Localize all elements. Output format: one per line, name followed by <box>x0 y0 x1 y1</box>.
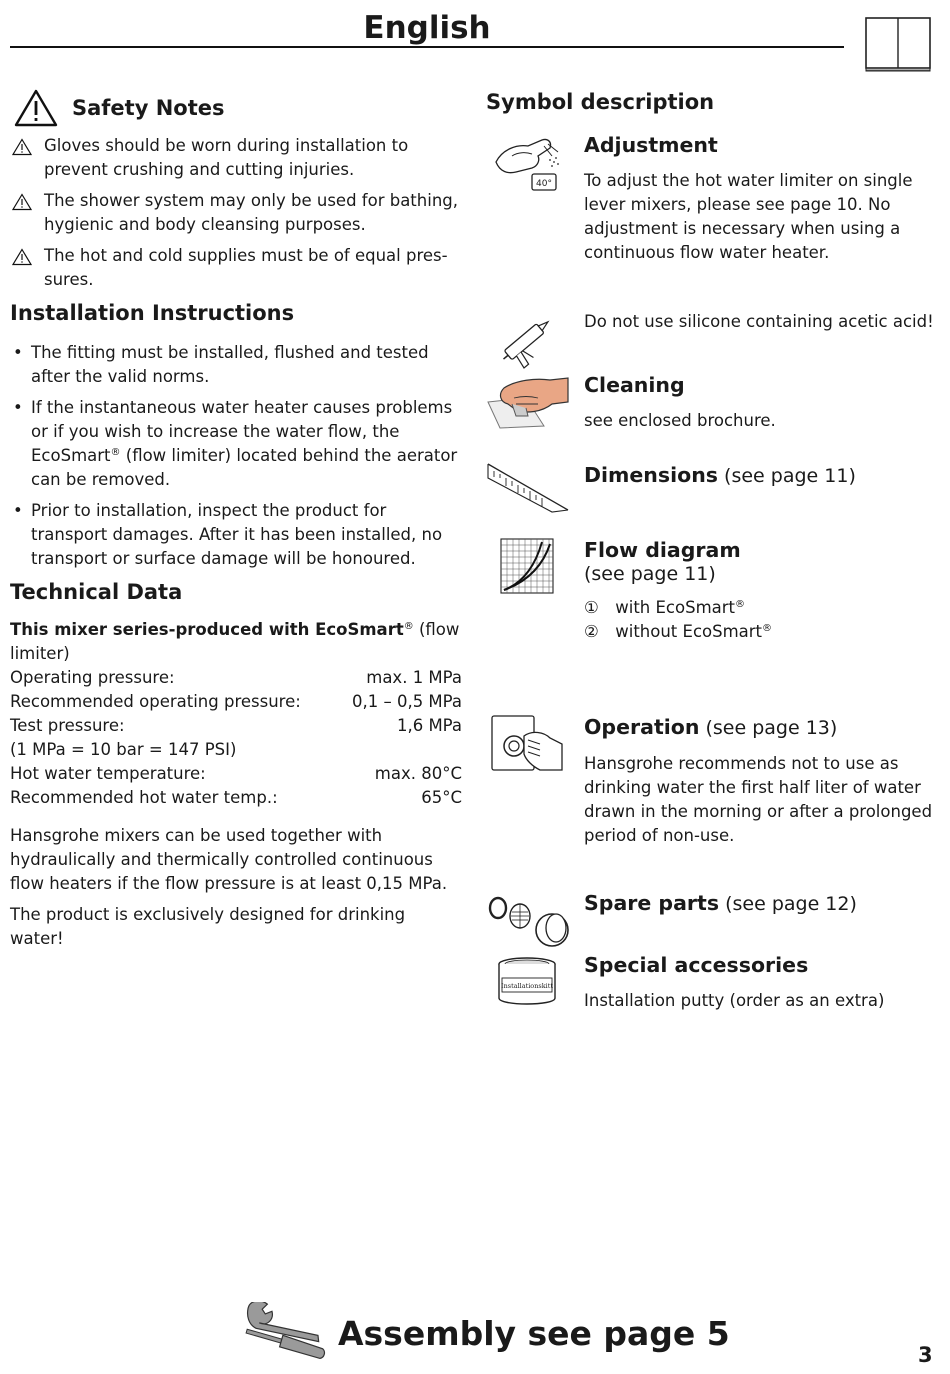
putty-can-icon <box>494 954 560 1010</box>
spec-value: max. 80°C <box>374 764 462 783</box>
cleaning-text: see enclosed brochure. <box>584 411 776 430</box>
safety-item-text: The shower system may only be used for bathing, hygienic and body cleansing purposes. <box>44 191 458 234</box>
spare-parts-icon <box>486 890 574 948</box>
special-accessories-title: Special accessories <box>584 953 809 977</box>
thermostat-adjust-icon <box>492 132 564 194</box>
safety-notes-title: Safety Notes <box>72 96 225 120</box>
registered-mark: ® <box>762 623 773 634</box>
flow-diagram-ref: (see page 11) <box>584 563 716 585</box>
spec-label: (1 MPa = 10 bar = 147 PSI) <box>10 740 237 759</box>
spec-label: Operating pressure: <box>10 668 175 687</box>
spec-value: 1,6 MPa <box>396 716 462 735</box>
spec-row <box>10 762 462 786</box>
spec-value: 0,1 – 0,5 MPa <box>351 692 462 711</box>
spec-row <box>10 714 462 738</box>
safety-notes-heading <box>10 88 462 128</box>
can-label: Installationskitt <box>501 982 553 990</box>
legend-number: ② <box>584 622 599 641</box>
installation-item-text: If the instantaneous water heater causes problems or if you wish to increase the water flow, the EcoSmart <box>31 398 453 465</box>
assembly-footer <box>240 1302 760 1366</box>
safety-list <box>10 134 462 292</box>
page-number: 3 <box>918 1343 933 1367</box>
right-column <box>486 88 938 1048</box>
spare-parts-ref: (see page 12) <box>719 893 857 915</box>
silicone-gun-icon <box>496 312 558 372</box>
page-header <box>10 10 844 48</box>
symbol-description-title: Symbol description <box>486 90 715 114</box>
safety-item <box>10 134 462 182</box>
compatibility-paragraph: Hansgrohe mixers can be used together with hydraulically and thermically controlled continuous flow heaters if the flow pressure is at least 0,15 MPa. <box>10 826 448 893</box>
installation-item-text: (flow limiter) located behind the aerator can be removed. <box>31 446 458 489</box>
dimensions-ref: (see page 11) <box>718 465 856 487</box>
spec-label: Recommended operating pressure: <box>10 692 301 711</box>
installation-item <box>10 396 462 492</box>
dimensions-title: Dimensions <box>584 463 719 487</box>
special-accessories-text: Installation putty (order as an extra) <box>584 991 885 1010</box>
operation-title: Operation <box>584 715 700 739</box>
spec-value: max. 1 MPa <box>366 668 462 687</box>
safety-item-text: The hot and cold supplies must be of equal pres- sures. <box>44 246 448 289</box>
operation-text: Hansgrohe recommends not to use as drinking water the first half liter of water drawn in the morning or after a prolonged period of non-use. <box>584 754 933 845</box>
cleaning-section <box>584 372 940 433</box>
warning-small-icon <box>12 193 32 211</box>
installation-item: • The fitting must be installed, flushed and tested after the valid norms. <box>10 341 462 389</box>
legend-number: ① <box>584 598 599 617</box>
safety-item-text: Gloves should be worn during installation to prevent crushing and cutting injuries. <box>44 136 409 179</box>
installation-instructions-title: Installation Instructions <box>10 301 295 325</box>
spec-label: Test pressure: <box>10 716 125 735</box>
left-column <box>10 88 462 951</box>
operation-hand-icon <box>490 714 566 774</box>
flow-legend-item <box>584 596 940 620</box>
flow-diagram-title: Flow diagram <box>584 538 741 562</box>
adjustment-title: Adjustment <box>584 133 718 157</box>
flow-diagram-section <box>584 538 940 644</box>
safety-item <box>10 189 462 237</box>
adjustment-section <box>584 132 940 265</box>
warning-small-icon <box>12 248 32 266</box>
spec-label: Hot water temperature: <box>10 764 206 783</box>
legend-text: without EcoSmart <box>615 622 763 641</box>
adjustment-text: To adjust the hot water limiter on single lever mixers, please see page 10. No adjustment is necessary when using a continuous flow water heater. <box>584 171 913 262</box>
registered-mark: ® <box>403 621 414 632</box>
installation-item: • Prior to installation, inspect the product for transport damages. After it has been installed, no transport or surface damage will be honoured. <box>10 499 462 571</box>
technical-data-block <box>10 618 462 951</box>
flow-diagram-icon <box>500 538 554 594</box>
registered-mark: ® <box>735 599 746 610</box>
warning-small-icon <box>12 138 32 156</box>
installation-list <box>10 341 462 571</box>
legend-text: with EcoSmart <box>615 598 736 617</box>
page-title: English <box>363 10 491 46</box>
warning-triangle-icon <box>14 89 58 127</box>
spare-parts-section <box>584 890 940 918</box>
flow-legend-item <box>584 620 940 644</box>
flow-legend <box>584 596 940 644</box>
spare-parts-title: Spare parts <box>584 891 720 915</box>
drinking-water-note: The product is exclusively designed for drinking water! <box>10 905 406 948</box>
spec-value: 65°C <box>421 788 462 807</box>
assembly-reference: Assembly see page 5 <box>338 1314 730 1353</box>
ruler-icon <box>486 462 570 514</box>
technical-intro-bold: This mixer series-produced with EcoSmart <box>10 620 404 639</box>
operation-section <box>584 714 940 848</box>
cleaning-title: Cleaning <box>584 373 685 397</box>
operation-ref: (see page 13) <box>699 717 838 739</box>
technical-intro-rest: (flow limiter) <box>10 620 460 663</box>
registered-mark: ® <box>110 447 121 458</box>
spec-row <box>10 786 462 810</box>
spec-label: Recommended hot water temp.: <box>10 788 278 807</box>
spec-row <box>10 738 462 762</box>
silicone-warning-text: Do not use silicone containing acetic acid! <box>584 312 934 331</box>
dimensions-section <box>584 462 940 490</box>
technical-data-title: Technical Data <box>10 580 183 604</box>
wrench-screwdriver-icon <box>240 1302 328 1360</box>
safety-item <box>10 244 462 292</box>
technical-intro <box>10 618 462 666</box>
spec-row <box>10 690 462 714</box>
silicone-section <box>584 310 940 334</box>
special-accessories-section <box>584 952 940 1013</box>
cleaning-hand-icon <box>486 374 570 430</box>
book-icon <box>864 16 932 73</box>
spec-row <box>10 666 462 690</box>
thermostat-display-value: 40° <box>536 179 552 189</box>
